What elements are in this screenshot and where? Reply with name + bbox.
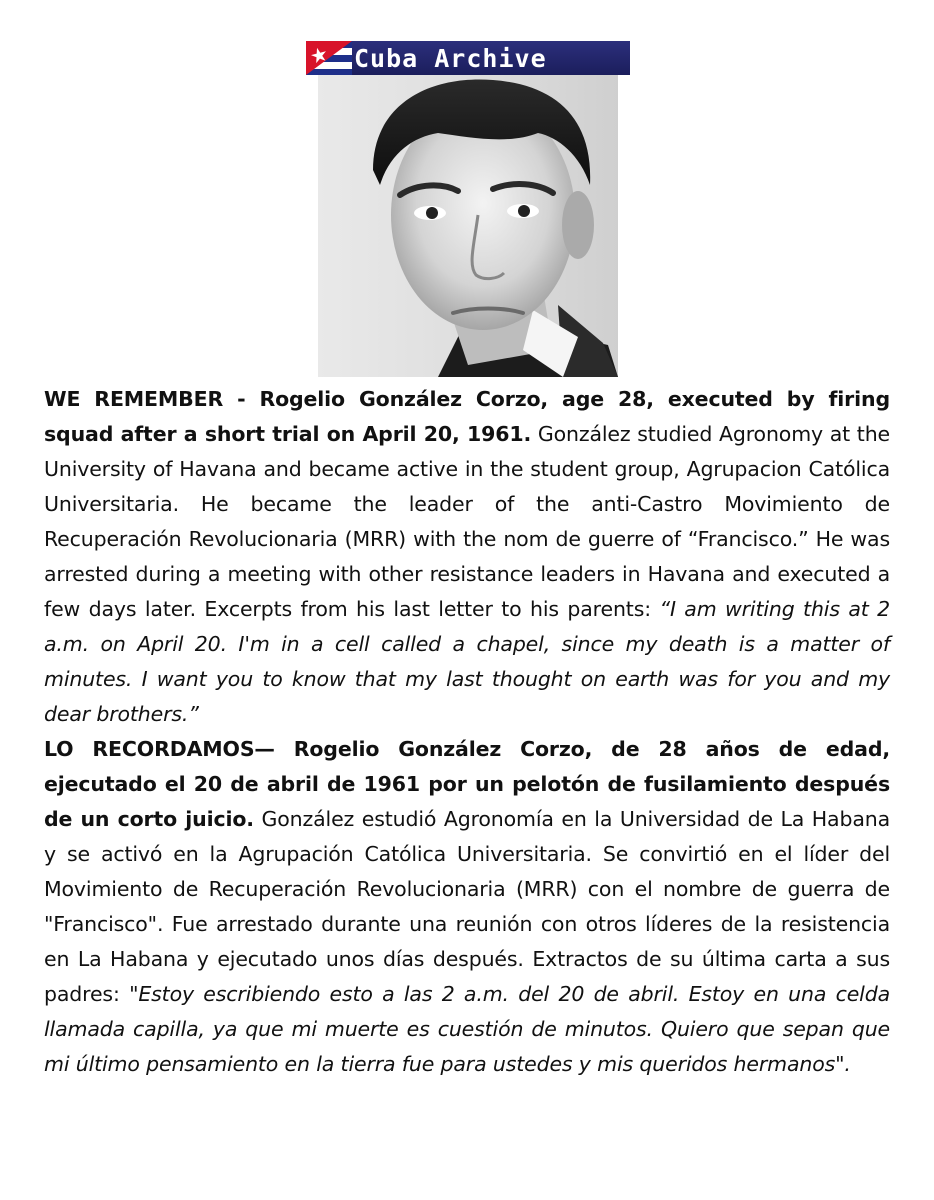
cuba-archive-logo <box>306 41 630 75</box>
cuban-flag-icon: ★ <box>306 41 352 75</box>
spanish-paragraph <box>44 732 890 1082</box>
portrait-photo <box>318 75 618 377</box>
english-paragraph <box>44 382 890 732</box>
logo-text: Cuba Archive <box>354 43 547 73</box>
spanish-lead: LO RECORDAMOS— Rogelio González Corzo, de 28 años de edad, ejecutado el 20 de abril de 1961 por un pelotón de fusilamiento después de un corto juicio. <box>44 737 890 831</box>
english-quote: “I am writing this at 2 a.m. on April 20. I'm in a cell called a chapel, since my death is a matter of minutes. I want you to know that my last thought on earth was for you and my dear brothers.” <box>44 597 890 726</box>
memorial-text <box>44 382 890 1082</box>
english-body: González studied Agronomy at the University of Havana and became active in the student group, Agrupacion Católica Universitaria. He became the leader of the anti-Castro Movimiento de Recuperación Revolucionaria (MRR) with the nom de guerre of “Francisco.” He was arrested during a meeting with other resistance leaders in Havana and executed a few days later. Excerpts from his last letter to his parents: <box>44 422 890 621</box>
spanish-quote: "Estoy escribiendo esto a las 2 a.m. del 20 de abril. Estoy en una celda llamada capilla, ya que mi muerte es cuestión de minutos. Quiero que sepan que mi último pensamiento en la tierra fue para ustedes y mis queridos hermanos". <box>44 982 890 1076</box>
spanish-body: González estudió Agronomía en la Universidad de La Habana y se activó en la Agrupación Católica Universitaria. Se convirtió en el líder del Movimiento de Recuperación Revolucionaria (MRR) con el nombre de guerra de "Francisco". Fue arrestado durante una reunión con otros líderes de la resistencia en La Habana y ejecutado unos días después. Extractos de su última carta a sus padres: <box>44 807 891 1006</box>
english-lead: WE REMEMBER - Rogelio González Corzo, age 28, executed by firing squad after a short trial on April 20, 1961. <box>44 387 890 446</box>
